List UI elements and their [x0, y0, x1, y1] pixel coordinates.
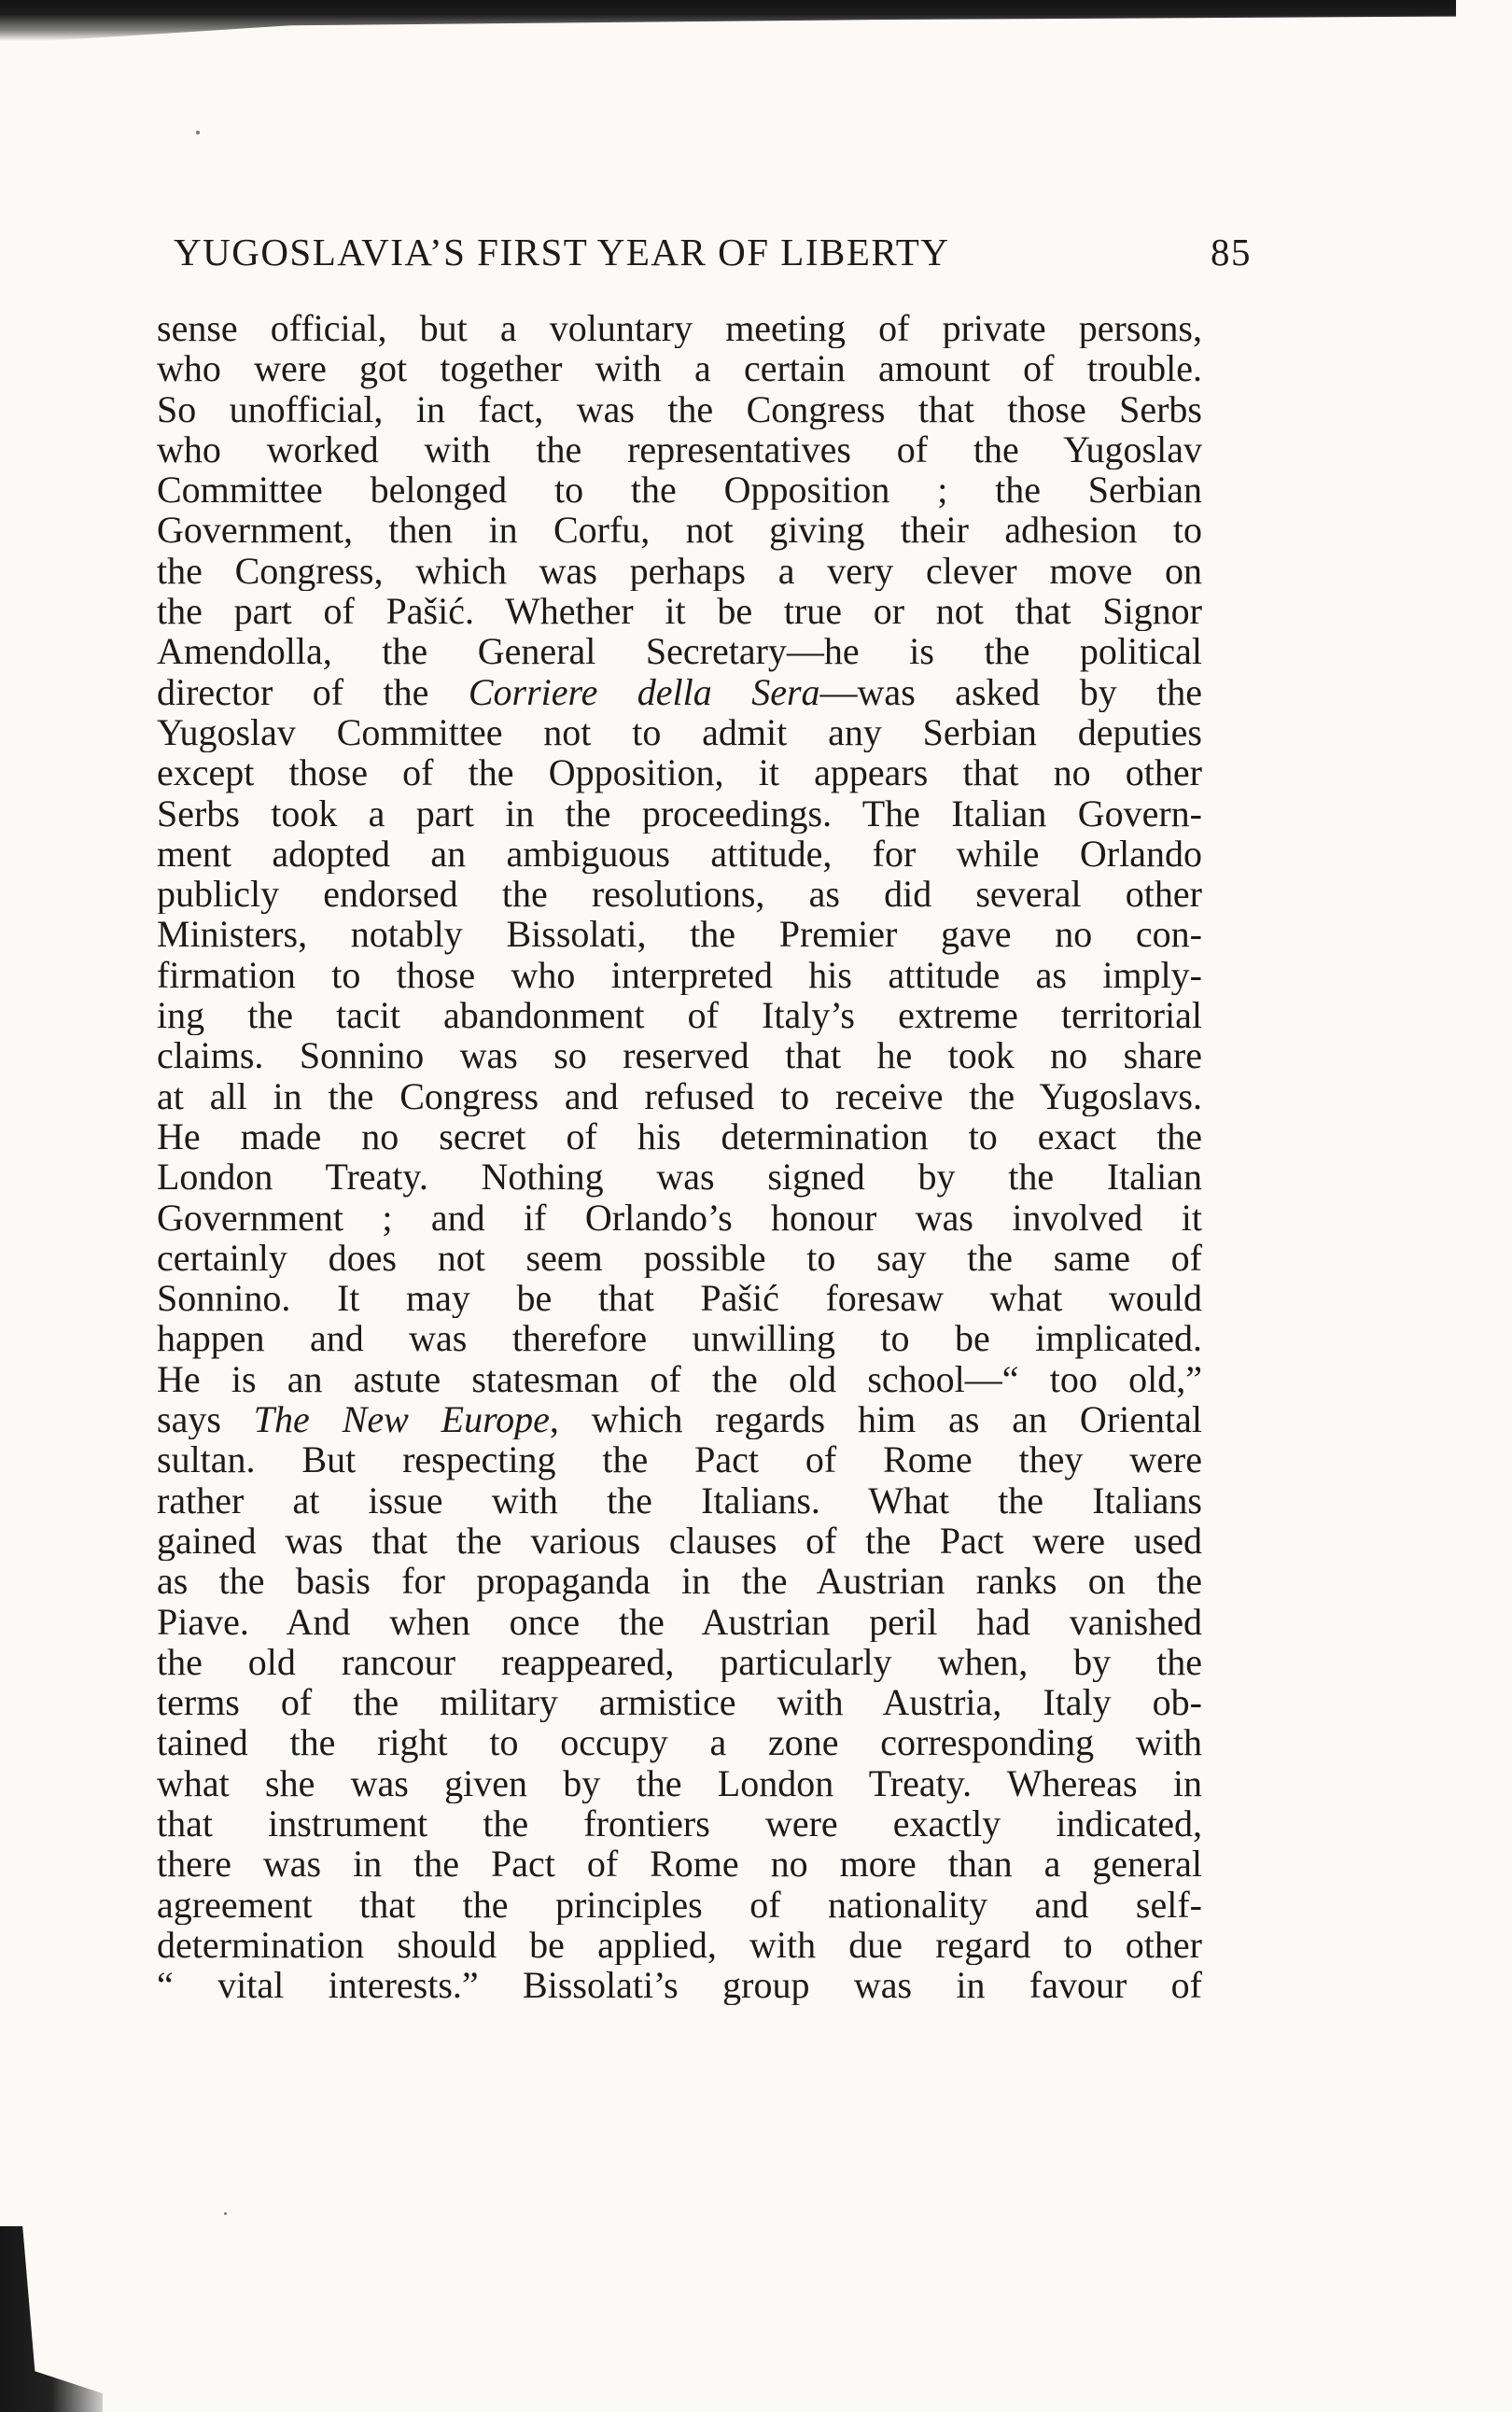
text-line: sense official, but a voluntary meeting of private persons, — [157, 308, 1202, 349]
text-line: determination should be applied, with due regard to other — [157, 1924, 1202, 1966]
text-line: terms of the military armistice with Austria, Italy ob- — [157, 1682, 1202, 1723]
text-line: sultan. But respecting the Pact of Rome they were — [157, 1439, 1202, 1480]
text-line: Serbs took a part in the proceedings. The Italian Govern- — [157, 792, 1202, 834]
page-number: 85 — [1211, 231, 1252, 273]
text-line: “ vital interests.” Bissolati’s group was in favour of — [157, 1965, 1202, 2006]
italic-title: Corriere della Sera — [468, 671, 820, 712]
running-header — [174, 230, 1252, 286]
body-text — [157, 308, 1202, 2005]
text-line: So unofficial, in fact, was the Congress that those Serbs — [157, 388, 1202, 429]
text-line: Amendolla, the General Secretary—he is the political — [157, 631, 1202, 672]
text-line: firmation to those who interpreted his attitude as imply- — [157, 954, 1202, 996]
dust-speck — [224, 2212, 227, 2215]
text-line: publicly endorsed the resolutions, as did several other — [157, 874, 1202, 915]
text-line: there was in the Pact of Rome no more than a general — [157, 1844, 1202, 1885]
text-line: says The New Europe, which regards him as an Oriental — [157, 1399, 1202, 1440]
text-line: ing the tacit abandonment of Italy’s extreme territorial — [157, 995, 1202, 1036]
dust-speck — [196, 131, 200, 134]
text-line: the part of Pašić. Whether it be true or not that Signor — [157, 591, 1202, 632]
text-line: He made no secret of his determination to exact the — [157, 1115, 1202, 1157]
text-line: at all in the Congress and refused to receive the Yugoslavs. — [157, 1075, 1202, 1116]
text-line: who worked with the representatives of the Yugoslav — [157, 428, 1202, 470]
text-line: who were got together with a certain amount of trouble. — [157, 348, 1202, 389]
text-line: Piave. And when once the Austrian peril had vanished — [157, 1601, 1202, 1642]
text-line: He is an astute statesman of the old school—“ too old,” — [157, 1358, 1202, 1400]
text-line: Government ; and if Orlando’s honour was involved it — [157, 1197, 1202, 1238]
text-line: Committee belonged to the Opposition ; the Serbian — [157, 470, 1202, 511]
text-line: ment adopted an ambiguous attitude, for while Orlando — [157, 833, 1202, 875]
text-line: Ministers, notably Bissolati, the Premier gave no con- — [157, 914, 1202, 955]
text-line: rather at issue with the Italians. What the Italians — [157, 1479, 1202, 1521]
text-line: except those of the Opposition, it appears that no other — [157, 752, 1202, 793]
text-line: that instrument the frontiers were exactly indicated, — [157, 1802, 1202, 1844]
italic-title: The New Europe — [253, 1399, 550, 1440]
text-line: London Treaty. Nothing was signed by the Italian — [157, 1157, 1202, 1198]
text-line: director of the Corriere della Sera—was asked by the — [157, 671, 1202, 712]
text-line: claims. Sonnino was so reserved that he took no share — [157, 1035, 1202, 1076]
text-line: Yugoslav Committee not to admit any Serbian deputies — [157, 711, 1202, 753]
text-line: gained was that the various clauses of the Pact were used — [157, 1520, 1202, 1562]
text-line: the old rancour reappeared, particularly when, by the — [157, 1641, 1202, 1683]
text-line: Government, then in Corfu, not giving their adhesion to — [157, 510, 1202, 551]
running-title: YUGOSLAVIA’S FIRST YEAR OF LIBERTY — [174, 231, 950, 273]
text-line: the Congress, which was perhaps a very clever move on — [157, 550, 1202, 592]
text-line: tained the right to occupy a zone corresponding with — [157, 1722, 1202, 1763]
text-line: Sonnino. It may be that Pašić foresaw what would — [157, 1278, 1202, 1319]
scan-border-top — [0, 0, 1456, 41]
text-line: happen and was therefore unwilling to be implicated. — [157, 1318, 1202, 1359]
text-line: agreement that the principles of nationality and self- — [157, 1884, 1202, 1925]
text-line: as the basis for propaganda in the Austrian ranks on the — [157, 1561, 1202, 1602]
text-line: certainly does not seem possible to say the same of — [157, 1237, 1202, 1279]
scan-border-bottom-left — [0, 2226, 103, 2412]
text-line: what she was given by the London Treaty. Whereas in — [157, 1762, 1202, 1803]
